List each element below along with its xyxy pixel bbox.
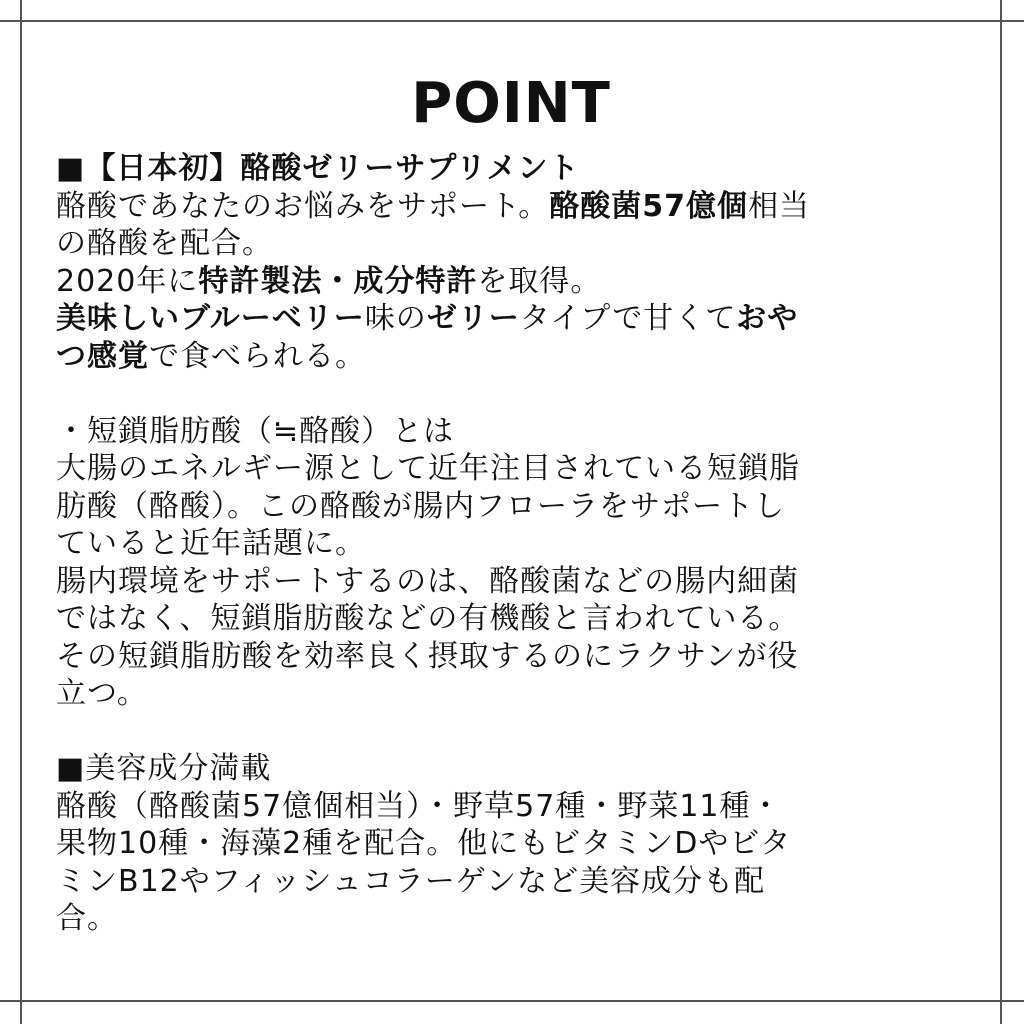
text-line: 酪酸（酪酸菌57億個相当）・野草57種・野菜11種・ [56,788,782,824]
text-line: 腸内環境をサポートするのは、酪酸菌などの腸内細菌 [56,563,800,599]
text-span: を取得。 [477,263,602,299]
text-span: で食べられる。 [149,338,366,374]
text-line: 立つ。 [56,676,148,711]
text-bold-span: 酪酸菌57億個 [549,188,749,224]
spacer [56,375,966,413]
text-line [56,300,966,338]
text-bold-span: おや [736,301,799,336]
text-bold-span: ゼリー [426,301,520,336]
text-line: 肪酸（酪酸）。この酪酸が腸内フローラをサポートし [56,488,785,524]
section-heading-product: ■【日本初】酪酸ゼリーサプリメント [56,151,580,186]
section-heading-scfa: ・短鎖脂肪酸（≒酪酸）とは [56,413,455,449]
text-line [56,188,966,226]
text-line: ていると近年話題に。 [56,526,366,561]
point-card [22,22,1000,1000]
text-span: 酪酸であなたのお悩みをサポート。 [56,188,550,224]
text-line [56,263,966,301]
text-span: 相当 [748,188,811,224]
text-line: その短鎖脂肪酸を効率良く摂取するのにラクサンが役 [56,638,799,674]
text-span: 2020年に [56,263,199,299]
page-title: POINT [411,71,611,136]
frame-right-line [1000,0,1002,1024]
text-line: の酪酸を配合。 [56,226,273,261]
text-line: ではなく、短鎖脂肪酸などの有機酸と言われている。 [56,601,800,636]
point-content [56,150,966,938]
text-line: 果物10種・海藻2種を配合。他にもビタミンDやビタ [56,826,792,861]
text-bold-span: 特許製法・成分特許 [198,263,478,299]
text-line: 大腸のエネルギー源として近年注目されている短鎖脂 [56,451,800,486]
frame-bottom-line [0,1000,1024,1002]
text-line: ミンB12やフィッシュコラーゲンなど美容成分も配 [56,863,766,899]
section-heading-beauty: ■美容成分満載 [56,751,272,786]
text-line [56,338,966,376]
text-span: タイプで甘くて [519,301,737,336]
text-line: 合。 [56,901,118,936]
text-bold-span: 美味しいブルーベリー [56,301,365,336]
spacer [56,713,966,751]
text-span: 味の [364,301,427,336]
text-bold-span: つ感覚 [56,338,149,374]
